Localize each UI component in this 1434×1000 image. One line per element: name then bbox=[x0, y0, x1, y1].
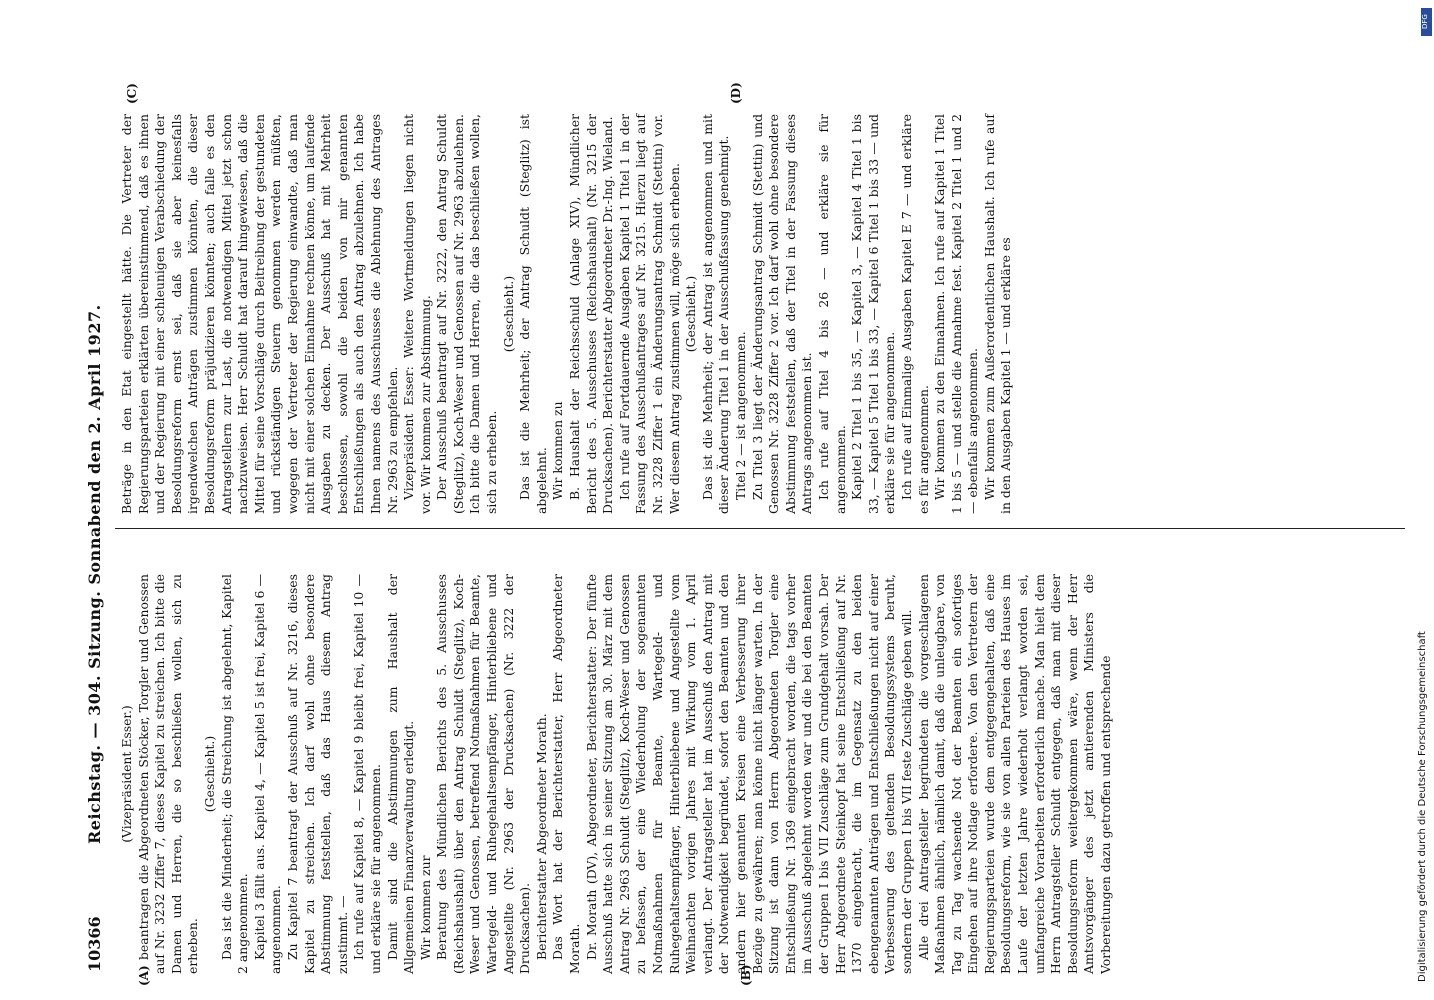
paragraph: Wir kommen zu bbox=[550, 401, 566, 500]
paragraph: Kapitel 3 fällt aus. Kapitel 4, — Kapitel 5 ist frei, Kapitel 6 — angenommen. bbox=[251, 574, 284, 974]
paragraph: B. Haushalt der Reichsschuld (Anlage XIV), Mündlicher Bericht des 5. Ausschusses (Reichshaushalt) (Nr. 3215 der Drucksachen). Berichterstatter Abgeordneter Dr.-Ing. Wieland. bbox=[567, 114, 616, 514]
right-column bbox=[119, 114, 1015, 514]
margin-mark-d: (D) bbox=[729, 82, 743, 104]
document-page bbox=[79, 72, 1415, 984]
paragraph: Kapitel 2 Titel 1 bis 35, — Kapitel 3, — Kapitel 4 Titel 1 bis 33, — Kapitel 5 Titel 1 bis 33, — Kapitel 6 Titel 1 bis 33 — und erkläre sie für angenommen. bbox=[849, 114, 898, 514]
paragraph: Dr. Morath (DV), Abgeordneter, Berichterstatter: Der fünfte Ausschuß hatte sich in seiner Sitzung am 30. März mit dem Antrag Nr. 2963 Schuldt (Steglitz), Koch-Weser und Genossen zu befassen, der eine Wiederholung der sogenannten Notmaßnahmen für Beamte, Wartegeld- und Ruhegehaltsempfänger, Hinterbliebene und Angestellte vom Weihnachten vorigen Jahres mit Wirkung vom 1. April verlangt. Der Antragsteller hat im Ausschuß den Antrag mit der Notwendigkeit begründet, sofort den Beamten und den andern hier genannten Kreisen eine Verbesserung ihrer Bezüge zu gewähren; man könne nicht länger warten. In der Sitzung ist dann von Herrn Abgeordneten Torgler eine Entschließung Nr. 1369 eingebracht worden, die tags vorher im Ausschuß abgelehnt worden war und die bei den Beamten der Gruppen I bis VII Zuschläge zum Grundgehalt vorsah. Der Herr Abgeordnete Steinkopf hat seine Entschließung auf Nr. 1370 eingebracht, die im Gegensatz zu den beiden ebengenannten Anträgen und Entschließungen nicht auf einer Verbesserung des geltenden Besoldungssystems beruht, sondern der Gruppen I bis VII feste Zuschläge geben will. bbox=[583, 574, 914, 974]
column-divider bbox=[115, 528, 1405, 529]
paragraph: (Geschieht.) bbox=[201, 735, 217, 813]
paragraph: Vizepräsident Esser: Weitere Wortmeldungen liegen nicht vor. Wir kommen zur Abstimmung. bbox=[401, 114, 433, 514]
paragraph: beantragen die Abgeordneten Stöcker, Torgler und Genossen auf Nr. 3232 Ziffer 7, dieses Kapitel zu streichen. Ich bitte die Damen und Herren, die so beschließen wollen, sich zu erheben. bbox=[135, 574, 201, 974]
paragraph: Damit sind die Abstimmungen zum Haushalt der Allgemeinen Finanzverwaltung erledigt. bbox=[384, 574, 417, 974]
paragraph: Das Wort hat der Berichterstatter, Herr Abgeordneter Morath. bbox=[550, 574, 583, 974]
paragraph: Berichterstatter Abgeordneter Morath. bbox=[533, 713, 549, 960]
paragraph: Ich rufe auf Fortdauernde Ausgaben Kapitel 1 Titel 1 in der Fassung des Ausschußantrages auf Nr. 3215. Hierzu liegt auf Nr. 3228 Ziffer 1 ein Änderungsantrag Schmidt (Stettin) vor. Wer diesem Antrag zustimmen will, möge sich erheben. bbox=[616, 114, 682, 514]
page-number: 10366 bbox=[85, 916, 104, 972]
rotated-page-content bbox=[79, 72, 1415, 984]
paragraph: Beratung des Mündlichen Berichts des 5. Ausschusses (Reichshaushalt) über den Antrag Schuldt (Steglitz), Koch-Weser und Genossen, betreffend Notmaßnahmen für Beamte, Wartegeld- und Ruhegehaltsempfänger, Hinterbliebene und Angestellte (Nr. 2963 der Drucksachen) (Nr. 3222 der Drucksachen). bbox=[434, 574, 533, 974]
dfg-logo: DFG bbox=[1421, 8, 1432, 36]
paragraph: Das ist die Mehrheit; der Antrag Schuldt (Steglitz) ist abgelehnt. bbox=[517, 114, 549, 514]
page-header-title: Reichstag. — 304. Sitzung. Sonnabend den 2. April 1927. bbox=[85, 304, 104, 844]
paragraph: (Geschieht.) bbox=[683, 275, 699, 353]
paragraph: Alle drei Antragsteller begründeten die vorgeschlagenen Maßnahmen ähnlich, nämlich damit, daß die unleugbare, von Tag zu Tag wachsende Not der Beamten ein sofortiges Eingehen auf ihre Notlage erfordere. Von den Vertretern der Regierungsparteien wurde dem entgegengehalten, daß eine Besoldungsreform, wie sie von allen Parteien des Hauses im Laufe der letzten Jahre wiederholt verlangt worden sei, umfangreiche Vorarbeiten erforderlich mache. Man hielt dem Herrn Antragsteller Schuldt entgegen, daß man mit dieser Besoldungsreform weitergekommen wäre, wenn der Herr Amtsvorgänger des jetzt amtierenden Ministers die Vorbereitungen dazu getroffen und entsprechende bbox=[915, 574, 1114, 974]
paragraph: (Vizepräsident Esser.) bbox=[119, 705, 134, 843]
footer-text: Digitalisierung gefördert durch die Deutsche Forschungsgemeinschaft bbox=[1417, 631, 1428, 982]
paragraph: Beträge in den Etat eingestellt hätte. Die Vertreter der Regierungsparteien erklärten übereinstimmend, daß es ihnen und der Regierung mit einer schleunigen Verabschiedung der Besoldungsreform ernst sei, daß sie aber keinesfalls irgendwelchen Anträgen zustimmen könnten, die dieser Besoldungsreform präjudizieren könnten; auch falle es den Antragstellern zur Last, die notwendigen Mittel jetzt schon nachzuweisen. Herr Schuldt hat darauf hingewiesen, daß die Mittel für seine Vorschläge durch Beitreibung der gestundeten und rückständigen Steuern genommen werden müßten, wogegen der Vertreter der Regierung einwandte, daß man nicht mit einer solchen Einnahme rechnen könne, um laufende Ausgaben zu decken. Der Ausschuß hat mit Mehrheit beschlossen, sowohl die beiden von mir genannten Entschließungen als auch den Antrag abzulehnen. Ich habe Ihnen namens des Ausschusses die Ablehnung des Antrages Nr. 2963 zu empfehlen. bbox=[119, 114, 400, 514]
paragraph: Titel 2 — ist angenommen. bbox=[732, 331, 748, 500]
paragraph: Wir kommen zu den Einnahmen. Ich rufe auf Kapitel 1 Titel 1 bis 5 — und stelle die Annahme fest. Kapitel 2 Titel 1 und 2 — ebenfalls angenommen. bbox=[932, 114, 981, 514]
paragraph: (Geschieht.) bbox=[500, 275, 516, 353]
left-column bbox=[119, 574, 1115, 974]
paragraph: Wir kommen zur bbox=[417, 855, 433, 960]
paragraph: Ich rufe auf Einmalige Ausgaben Kapitel E 7 — und erkläre es für angenommen. bbox=[898, 114, 931, 514]
paragraph: Der Ausschuß beantragt auf Nr. 3222, den Antrag Schuldt (Steglitz), Koch-Weser und Genossen auf Nr. 2963 abzulehnen. Ich bitte die Damen und Herren, die das beschließen wollen, sich zu erheben. bbox=[434, 114, 500, 514]
page-header bbox=[85, 72, 109, 984]
margin-mark-c: (C) bbox=[125, 83, 139, 104]
digitization-note bbox=[1418, 10, 1432, 990]
paragraph: Das ist die Mehrheit; der Antrag ist angenommen und mit dieser Änderung Titel 1 in der Ausschußfassung genehmigt. bbox=[699, 114, 732, 514]
margin-mark-a: (A) bbox=[137, 965, 151, 986]
paragraph: Ich rufe auf Kapitel 8, — Kapitel 9 bleibt frei, Kapitel 10 — und erkläre sie für angenommen. bbox=[351, 574, 383, 974]
paragraph: Ich rufe auf Titel 4 bis 26 — und erkläre sie für angenommen. bbox=[815, 114, 848, 514]
paragraph: Zu Kapitel 7 beantragt der Ausschuß auf Nr. 3216, dieses Kapitel zu streichen. Ich darf wohl ohne besondere Abstimmung feststellen, daß das Haus diesem Antrag zustimmt. — bbox=[284, 574, 350, 974]
paragraph: Das ist die Minderheit; die Streichung ist abgelehnt, Kapitel 2 angenommen. bbox=[218, 574, 251, 974]
paragraph: Wir kommen zum Außerordentlichen Haushalt. Ich rufe auf in den Ausgaben Kapitel 1 — und erkläre es bbox=[981, 114, 1014, 514]
margin-mark-b: (B) bbox=[739, 964, 753, 986]
paragraph: Zu Titel 3 liegt der Änderungsantrag Schmidt (Stettin) und Genossen Nr. 3228 Ziffer 2 vor. Ich darf wohl ohne besondere Abstimmung feststellen, daß der Titel in der Fassung dieses Antrags angenommen ist. bbox=[749, 114, 815, 514]
